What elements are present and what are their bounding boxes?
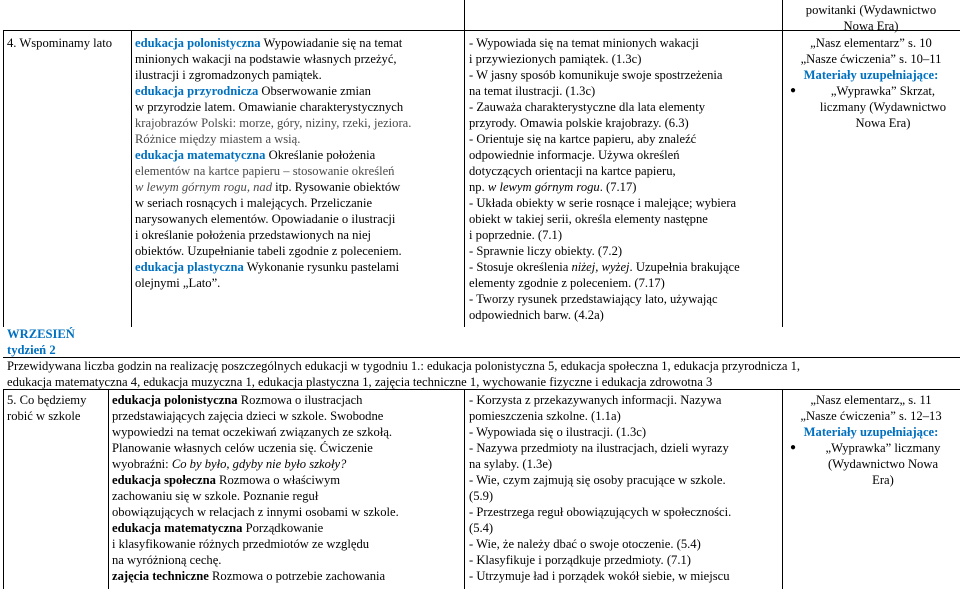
text-line (469, 552, 781, 568)
left-border-1 (3, 30, 4, 327)
text-run: (Wydawnictwo Nowa (827, 457, 939, 471)
lesson-title-4: 4. Wspominamy lato (7, 36, 113, 50)
lesson-5-activities (112, 392, 462, 584)
left-border-2 (3, 389, 4, 589)
text-run: niżej, wyżej (571, 260, 630, 274)
text-run: . (7.17) (599, 180, 637, 194)
text-line (112, 568, 462, 584)
text-run: - Utrzymuje ład i porządek wokół siebie, w miejscu (469, 569, 730, 583)
text-run: Era) (872, 473, 894, 487)
text-run: wypowiedzi na temat oczekiwań związanych ze szkołą. (112, 425, 393, 439)
text-line (469, 424, 781, 440)
text-line (112, 392, 462, 408)
lesson-4-materials (786, 35, 956, 131)
text-run: zajęcia techniczne (112, 569, 209, 583)
text-run: „Wyprawka” Skrzat, (830, 84, 936, 98)
month-label: WRZESIEŃ (7, 327, 75, 341)
text-run: elementy zgodnie z poleceniem. (7.17) (469, 276, 665, 290)
text-run: edukacja matematyczna (135, 148, 266, 162)
text-run: - Wie, czym zajmują się osoby pracujące w szkole. (469, 473, 726, 487)
materials-list (786, 35, 956, 83)
text-line (786, 35, 956, 51)
text-run: ilustracji i zgromadzonych pamiątek. (135, 68, 322, 82)
text-run: „Nasze ćwiczenia” s. 10–11 (800, 52, 942, 66)
text-run: edukacja matematyczna (112, 521, 243, 535)
text-run: - Wie, że należy dbać o swoje otoczenie. (5.4) (469, 537, 701, 551)
text-line (469, 195, 781, 211)
text-line (469, 275, 781, 291)
text-run: - Nazywa przedmioty na ilustracjach, dzieli wyrazy (469, 441, 729, 455)
text-run: w przyrodzie latem. Omawianie charakterystycznych (135, 100, 404, 114)
text-run: Określanie położenia (265, 148, 376, 162)
text-line (135, 275, 463, 291)
text-line (112, 488, 462, 504)
lesson-4-materials-top (786, 2, 956, 34)
lesson-5-materials (786, 392, 956, 488)
text-line (786, 424, 956, 440)
text-run: i klasyfikowanie różnych przedmiotów ze względu (112, 537, 370, 551)
text-line (786, 408, 956, 424)
text-run: przedstawiających zajęcia dzieci w szkole. Swobodne (112, 409, 384, 423)
text-run: Nowa Era) (855, 116, 911, 130)
text-run: na temat ilustracji. (1.3c) (469, 84, 596, 98)
text-line (810, 83, 956, 99)
week-label: tydzień 2 (7, 343, 56, 357)
text-line (469, 259, 781, 275)
text-line (135, 83, 463, 99)
text-line (469, 83, 781, 99)
text-run: Co by było, gdyby nie było szkoły? (171, 457, 347, 471)
text-run: dotyczących orientacji na kartce papieru, (469, 164, 676, 178)
text-line (786, 2, 956, 18)
text-line (469, 456, 781, 472)
text-line (469, 227, 781, 243)
text-line (112, 424, 462, 440)
text-run: w seriach rosnących i malejących. Przeliczanie (135, 196, 373, 210)
text-line (135, 99, 463, 115)
text-line (469, 408, 781, 424)
text-run: (5.4) (469, 521, 494, 535)
text-line (469, 243, 781, 259)
text-run: np. (469, 180, 488, 194)
text-line (135, 51, 463, 67)
text-run: edukacja polonistyczna (112, 393, 238, 407)
text-run: krajobrazów Polski: morze, góry, niziny, rzeki, jeziora. (135, 116, 412, 130)
col-divider-3a (782, 0, 783, 327)
text-line (135, 115, 463, 131)
text-run: „Nasz elementarz” s. 10 (810, 36, 932, 50)
text-line (469, 131, 781, 147)
text-run: „Wyprawka” liczmany (825, 441, 941, 455)
text-line (786, 392, 956, 408)
text-run: i poprzednie. (7.1) (469, 228, 563, 242)
text-run: - Przestrzega reguł obowiązujących w społeczności. (469, 505, 732, 519)
text-run: - Tworzy rysunek przedstawiający lato, używając (469, 292, 718, 306)
text-run: i przywiezionych pamiątek. (1.3c) (469, 52, 642, 66)
text-run: edukacja przyrodnicza (135, 84, 259, 98)
text-line (135, 131, 463, 147)
text-run: obiekt w takiej serii, określa elementy następne (469, 212, 708, 226)
text-line (112, 536, 462, 552)
col-divider-1b (108, 389, 109, 589)
text-run: Planowanie własnych celów uczenia się. Ćwiczenie (112, 441, 373, 455)
text-run: zachowaniu się w szkole. Poznanie reguł (112, 489, 319, 503)
lesson-5-outcomes (469, 392, 781, 584)
text-run: w lewym górnym rogu (487, 180, 600, 194)
text-line (135, 243, 463, 259)
text-run: „Nasz elementarz„ s. 11 (810, 393, 932, 407)
col-divider-2b (464, 389, 465, 589)
text-line (135, 67, 463, 83)
text-run: pomieszczenia szkolne. (1.1a) (469, 409, 621, 423)
text-line (135, 147, 463, 163)
text-run: Obserwowanie zmian (258, 84, 371, 98)
text-line (469, 536, 781, 552)
text-run: Rozmowa o właściwym (215, 473, 341, 487)
text-line (469, 67, 781, 83)
materials-list-2 (786, 392, 956, 440)
text-run: na wyróżnioną cechę. (112, 553, 222, 567)
text-run: Rozmowa o potrzebie zachowania (208, 569, 386, 583)
text-line (469, 392, 781, 408)
text-line (112, 408, 462, 424)
materials-bullet (786, 83, 956, 131)
text-run: - Wypowiada się na temat minionych wakacji (469, 36, 699, 50)
text-line (469, 179, 781, 195)
text-run: wyobraźni: (112, 457, 172, 471)
text-run: edukacja polonistyczna (135, 36, 261, 50)
text-line (135, 179, 463, 195)
text-line (810, 456, 956, 472)
text-run: - Stosuje określenia (469, 260, 572, 274)
hours-line-2: edukacja matematyczna 4, edukacja muzyczna 1, edukacja plastyczna 1, zajęcia techniczne 1, wychowanie fizyczne i edukacja zdrowotna 3 (7, 375, 713, 389)
text-line (112, 472, 462, 488)
text-run: minionych wakacji na podstawie własnych przeżyć, (135, 52, 397, 66)
text-run: Porządkowanie (242, 521, 324, 535)
col-divider-1a (131, 30, 132, 327)
text-line (469, 504, 781, 520)
text-run: Wypowiadanie się na temat (260, 36, 403, 50)
text-line (469, 488, 781, 504)
lesson-4-activities (135, 35, 463, 291)
text-run: olejnymi „Lato”. (135, 276, 221, 290)
text-run: i określanie położenia przedstawionych na niej (135, 228, 372, 242)
col-divider-3b (782, 389, 783, 589)
text-line (135, 211, 463, 227)
text-line (469, 472, 781, 488)
text-line (135, 163, 463, 179)
text-run: przyrody. Omawia polskie krajobrazy. (6.3) (469, 116, 689, 130)
text-run: odpowiednie informacje. Używa określeń (469, 148, 680, 162)
text-line (810, 472, 956, 488)
text-line (112, 520, 462, 536)
text-run: - Orientuje się na kartce papieru, aby znaleźć (469, 132, 697, 146)
text-run: itp. Rysowanie obiektów (272, 180, 401, 194)
text-line (135, 259, 463, 275)
lesson-title-5: 5. Co będziemy robić w szkole (7, 393, 87, 423)
lesson-4-outcomes (469, 35, 781, 323)
text-line (469, 211, 781, 227)
text-line (469, 291, 781, 307)
text-run: . Uzupełnia brakujące (629, 260, 740, 274)
text-run: Materiały uzupełniające: (803, 68, 939, 82)
text-run: edukacja społeczna (112, 473, 216, 487)
text-line (469, 568, 781, 584)
text-run: w lewym górnym rogu, nad (135, 180, 273, 194)
text-run: obowiązujących w relacjach z innymi osobami w szkole. (112, 505, 399, 519)
text-line (135, 195, 463, 211)
text-line (112, 456, 462, 472)
text-run: obiektów. Uzupełnianie tabeli zgodnie z poleceniem. (135, 244, 402, 258)
text-line (469, 99, 781, 115)
text-line (469, 51, 781, 67)
text-line (469, 115, 781, 131)
text-line (469, 35, 781, 51)
text-line (786, 67, 956, 83)
text-run: na sylaby. (1.3e) (469, 457, 553, 471)
text-run: - Korzysta z przekazywanych informacji. Nazywa (469, 393, 722, 407)
text-line (469, 163, 781, 179)
text-run: Rozmowa o ilustracjach (237, 393, 363, 407)
hours-line-1: Przewidywana liczba godzin na realizację poszczególnych edukacji w tygodniu 1.: edukacja polonistyczna 5, edukacja społeczna 1, edukacja przyrodnicza 1, (7, 359, 801, 373)
text-run: Wykonanie rysunku pastelami (243, 260, 400, 274)
text-line (112, 552, 462, 568)
text-line (786, 18, 956, 34)
text-run: - Zauważa charakterystyczne dla lata elementy (469, 100, 705, 114)
text-line (786, 51, 956, 67)
text-run: Różnice między miastem a wsią. (135, 132, 301, 146)
text-line (112, 504, 462, 520)
text-run: - Układa obiekty w serie rosnące i malejące; wybiera (469, 196, 737, 210)
text-run: liczmany (Wydawnictwo (819, 100, 947, 114)
text-run: edukacja plastyczna (135, 260, 244, 274)
text-line (810, 115, 956, 131)
text-line (135, 227, 463, 243)
text-run: - W jasny sposób komunikuje swoje spostrzeżenia (469, 68, 723, 82)
text-run: - Sprawnie liczy obiekty. (7.2) (469, 244, 623, 258)
text-line (469, 440, 781, 456)
text-line (469, 520, 781, 536)
text-run: Nowa Era) (843, 19, 899, 33)
text-run: elementów na kartce papieru – stosowanie określeń (135, 164, 395, 178)
text-run: „Nasze ćwiczenia” s. 12–13 (800, 409, 942, 423)
text-line (469, 147, 781, 163)
text-run: Materiały uzupełniające: (803, 425, 939, 439)
text-run: powitanki (Wydawnictwo (805, 3, 937, 17)
text-run: - Wypowiada się o ilustracji. (1.3c) (469, 425, 647, 439)
text-line (810, 99, 956, 115)
text-run: - Klasyfikuje i porządkuje przedmioty. (7.1) (469, 553, 691, 567)
text-run: (5.9) (469, 489, 494, 503)
text-line (112, 440, 462, 456)
text-line (810, 440, 956, 456)
col-divider-2a (464, 0, 465, 327)
text-line (135, 35, 463, 51)
text-line (469, 307, 781, 323)
materials-bullet-2 (786, 440, 956, 488)
text-run: odpowiednich barw. (4.2a) (469, 308, 604, 322)
text-run: narysowanych elementów. Opowiadanie o ilustracji (135, 212, 396, 226)
